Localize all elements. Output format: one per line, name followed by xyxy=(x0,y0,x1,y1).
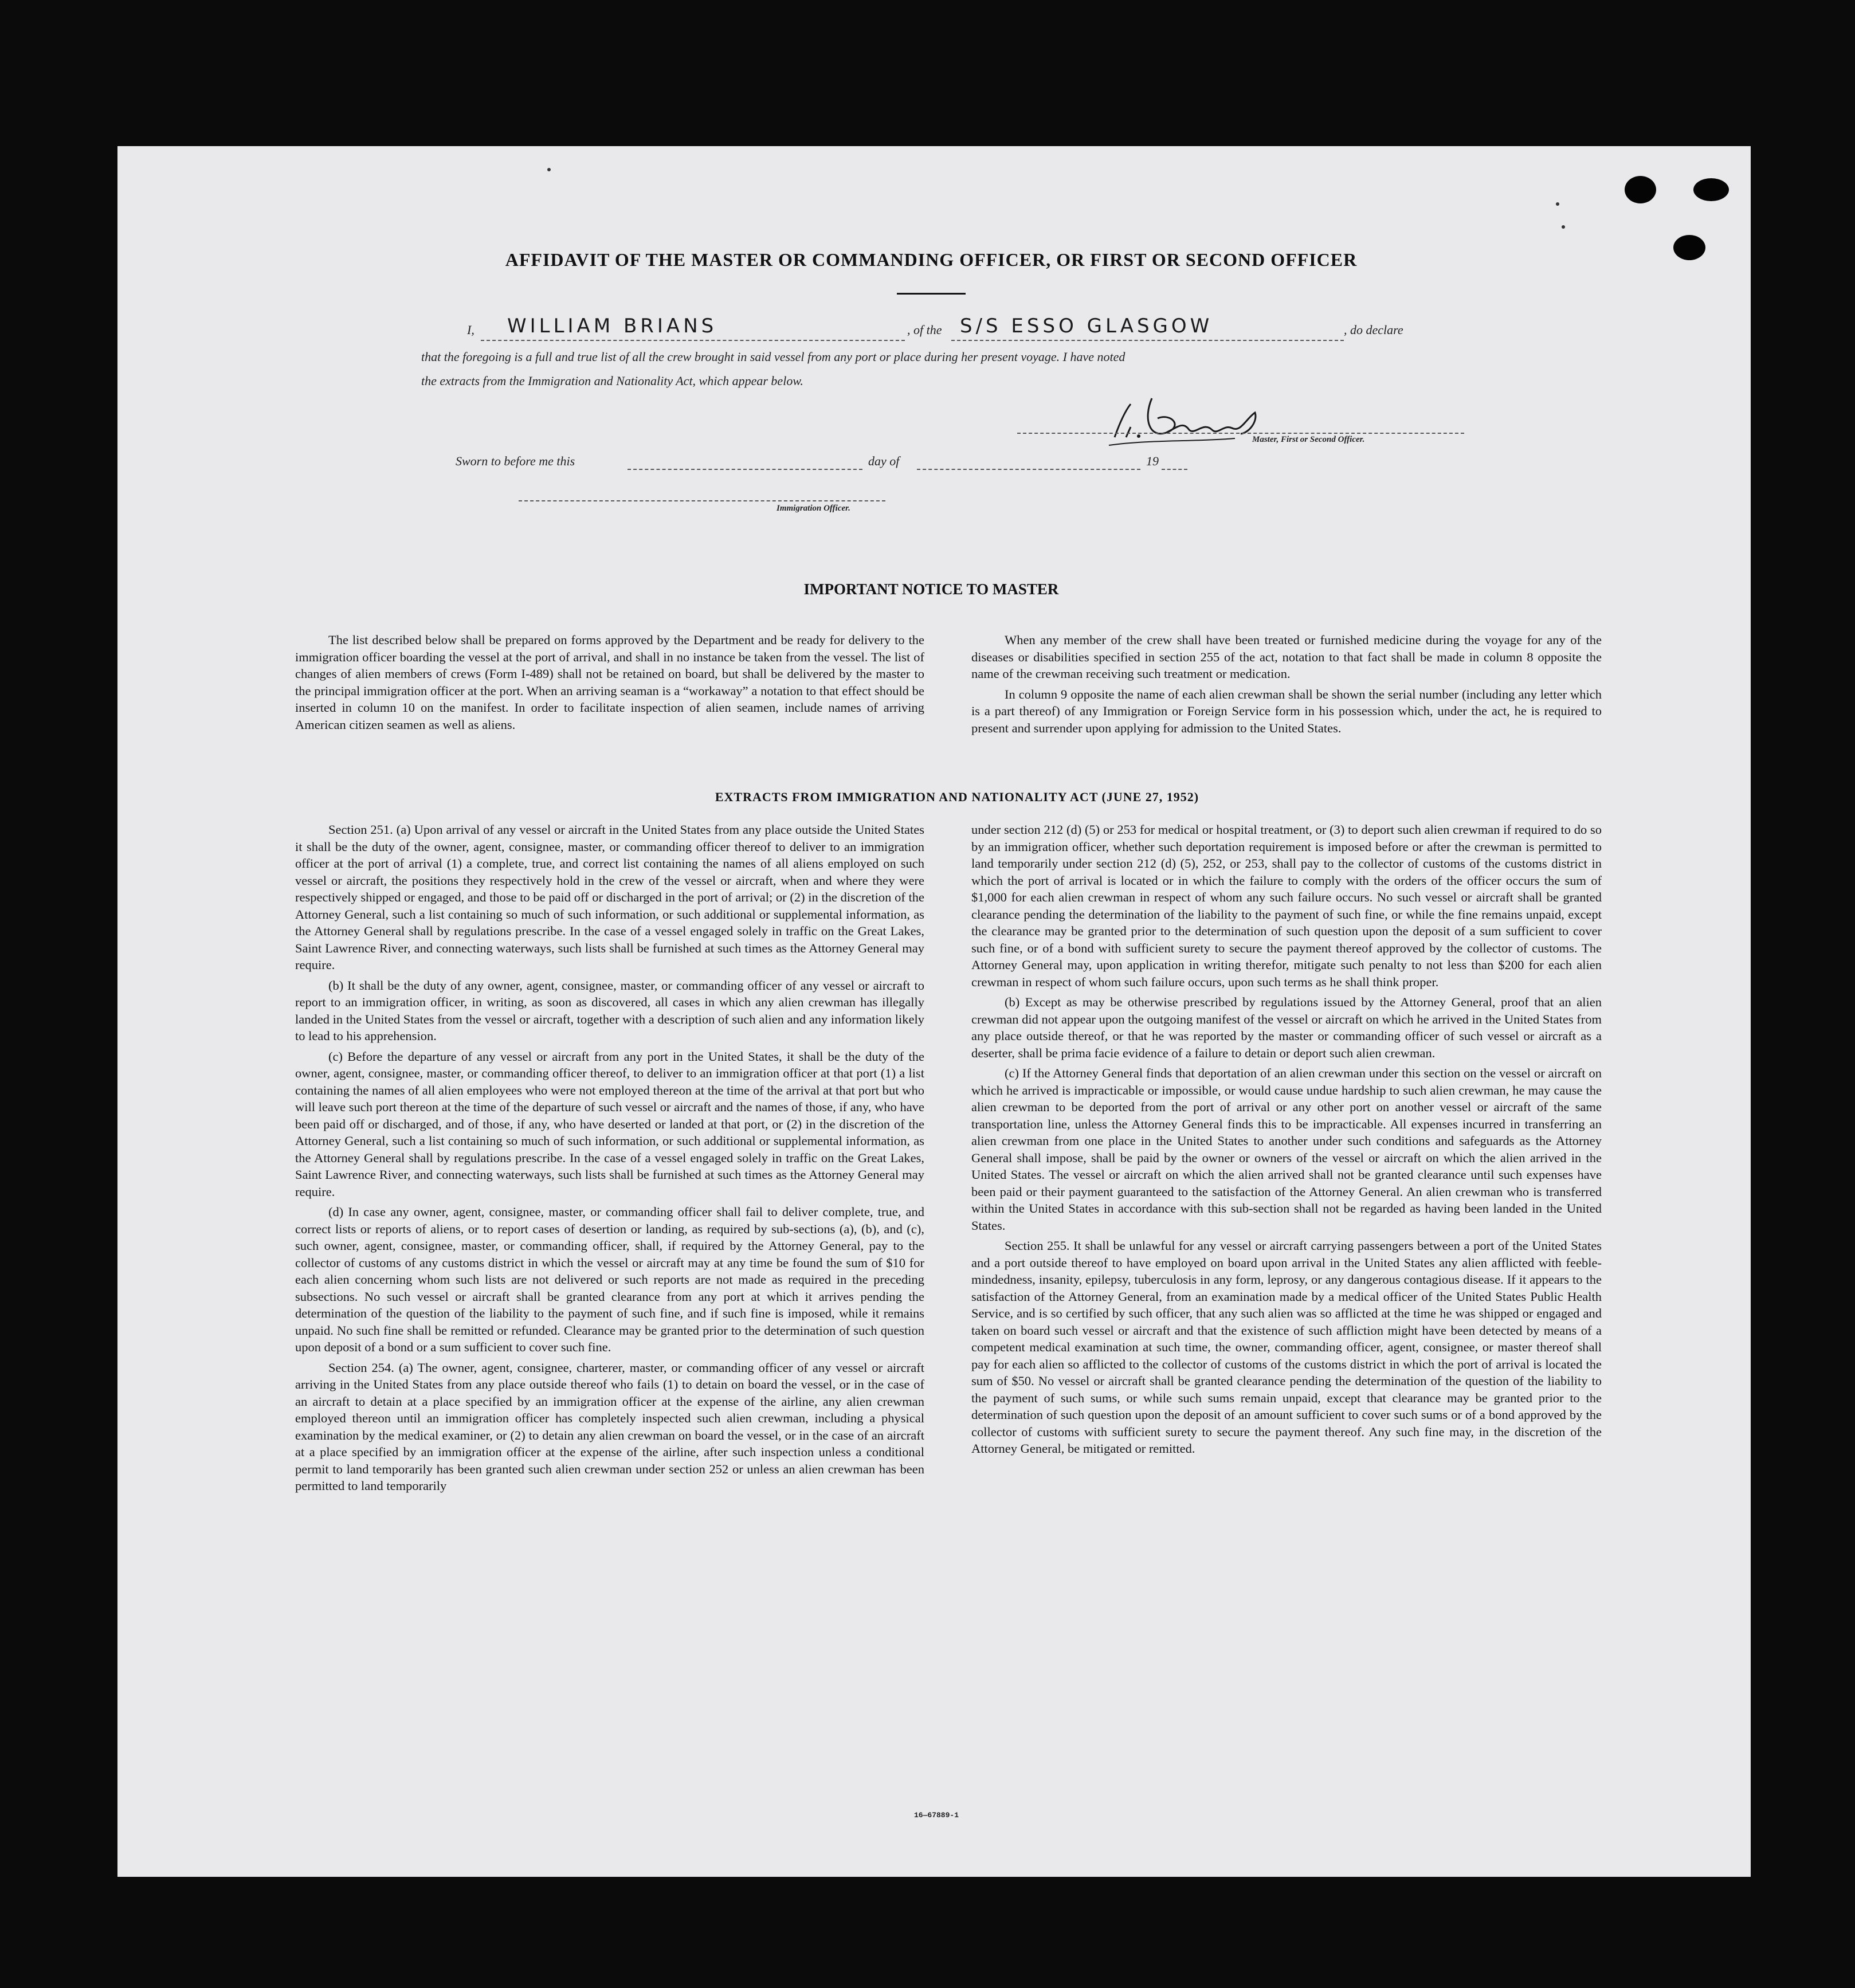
punch-hole-mark xyxy=(1625,176,1656,203)
section-paragraph: Section 255. It shall be unlawful for any vessel or aircraft carrying passengers between a port of the United States and a port outside thereof to have employed on board upon arrival in the United States any alien afflicted with feeble-mindedness, insanity, epilepsy, tuberculosis in any form, leprosy, or any dangerous contagious disease. If it appears to the satisfaction of the Attorney General, from an examination made by a medical officer of the United States Public Health Service, and is so certified by such officer, that any such alien was so afflicted at the time he was shipped or engaged and taken on board such vessel or aircraft and that the existence of such affliction might have been detected by means of a competent medical examination at such time, the owner, commanding officer, agent, consignee, or master thereof shall pay for each alien so afflicted to the collector of customs of the customs district in which the port of arrival is located the sum of $50. No vessel or aircraft shall be granted clearance pending the determination of the question of the liability to the payment of such sums, or while such sums remain unpaid, except that clearance may be granted prior to the determination of such question upon the deposit of an amount sufficient to cover such sums or of a bond approved by the collector of customs with sufficient surety to secure the payment thereof. Any such fine may, in the discretion of the Attorney General, be mitigated or remitted. xyxy=(971,1238,1602,1456)
punch-hole-mark xyxy=(1673,235,1705,260)
notice-paragraph: In column 9 opposite the name of each alien crewman shall be shown the serial number (including any letter which is a part thereof) of any Immigration or Foreign Service form in his possession which, under the act, he is required to present and surrender upon applying for admission to the United States. xyxy=(971,687,1602,735)
declaration-line xyxy=(467,315,1403,347)
title-underline xyxy=(897,293,966,295)
section-paragraph: Section 251. (a) Upon arrival of any vessel or aircraft in the United States from any place outside the United States it shall be the duty of the owner, agent, consignee, master, or commanding officer thereof to deliver to an immigration officer at the port of arrival (1) a complete, true, and correct list containing the names of all aliens employed on such vessel or aircraft, the positions they respectively hold in the crew of the vessel or aircraft, when and where they were respectively shipped or engaged, and those to be paid off or discharged in the port of arrival; or (2) in the discretion of the Attorney General, such a list containing so much of such information, or such additional or supplemental information, as the Attorney General shall by regulations prescribe. In the case of a vessel engaged solely in traffic on the Great Lakes, Saint Lawrence River, and connecting waterways, such lists shall be furnished at such times as the Attorney General may require. xyxy=(295,822,924,972)
extracts-right-column xyxy=(971,821,1602,1461)
master-signature xyxy=(1103,387,1275,450)
of-the-label: , of the xyxy=(907,323,942,337)
affidavit-title: AFFIDAVIT OF THE MASTER OR COMMANDING OFFICER, OR FIRST OR SECOND OFFICER xyxy=(505,249,1358,270)
day-of-label: day of xyxy=(868,454,900,468)
punch-hole-mark xyxy=(1693,178,1729,201)
section-paragraph: (b) Except as may be otherwise prescribed by regulations issued by the Attorney General, proof that an alien crewman did not appear upon the outgoing manifest of the vessel or aircraft on which he arrived in the United States from any place outside thereof, or that he was reported by the master or commanding officer of such vessel or aircraft as a deserter, shall be prima facie evidence of a failure to detain or deport such alien crewman. xyxy=(971,995,1602,1060)
sworn-month-line xyxy=(917,469,1140,470)
scan-speck xyxy=(1562,225,1565,229)
extracts-title: EXTRACTS FROM IMMIGRATION AND NATIONALITY ACT (JUNE 27, 1952) xyxy=(715,790,1199,804)
section-paragraph: Section 254. (a) The owner, agent, consignee, charterer, master, or commanding officer of any vessel or aircraft arriving in the United States from any place outside thereof who fails (1) to detain on board the vessel, or in the case of an aircraft to detain at a place specified by an immigration officer at the expense of the airline, any alien crewman employed thereon until an immigration officer has completely inspected such alien crewman, including a physical examination by the medical examiner, or (2) to detain any alien crewman on board the vessel, or in the case of an aircraft at a place specified by an immigration officer at the expense of the airline, after such inspection unless a conditional permit to land temporarily has been granted such alien crewman under section 252 or unless an alien crewman has been permitted to land temporarily xyxy=(295,1360,924,1493)
notice-right-column xyxy=(971,632,1602,740)
form-number: 16—67889-1 xyxy=(914,1811,959,1820)
section-paragraph: under section 212 (d) (5) or 253 for medical or hospital treatment, or (3) to deport such alien crewman if required to do so by an immigration officer, whether such deportation requirement is imposed before or after the crewman is permitted to land temporarily under section 212 (d) (5), 252, or 253, shall pay to the collector of customs of the customs district in which the port of arrival is located or in which the failure to comply with the orders of the officer occurs the sum of $1,000 for each alien crewman in respect of whom any such failure occurs. No such vessel or aircraft shall be granted clearance pending the determination of the liability to the payment of such fine, or while the fine remains unpaid, except the clearance may be granted prior to the determination of such question upon the deposit of a sum sufficient to cover such fine, or of a bond with sufficient surety to secure the payment thereof approved by the collector of customs. The Attorney General may, upon application in writing therefor, mitigate such penalty to not less than $200 for each alien crewman in respect of whom such failure occurs, upon such terms as he shall think proper. xyxy=(971,822,1602,989)
scan-speck xyxy=(1556,202,1559,206)
scan-speck xyxy=(547,168,551,171)
section-paragraph: (b) It shall be the duty of any owner, agent, consignee, master, or commanding officer of any vessel or aircraft to report to an immigration officer, in writing, as soon as discovered, all cases in which any alien crewman has illegally landed in the United States from the vessel or aircraft, together with a description of such alien and any information likely to lead to his apprehension. xyxy=(295,978,924,1043)
notice-paragraph: When any member of the crew shall have been treated or furnished medicine during the voyage for any of the diseases or disabilities specified in section 255 of the act, notation to that fact shall be made in column 8 opposite the name of the crewman receiving such treatment or medication. xyxy=(971,633,1602,681)
declaration-statement: that the foregoing is a full and true list of all the crew brought in said vessel from any port or place during her present voyage. I have noted xyxy=(421,350,1125,364)
year-line xyxy=(1162,469,1187,470)
sworn-date-line xyxy=(628,469,862,470)
name-fill-line xyxy=(481,340,905,341)
notice-left-column xyxy=(295,632,924,736)
declaration-statement-cont: the extracts from the Immigration and Nationality Act, which appear below. xyxy=(421,374,803,388)
year-prefix: 19 xyxy=(1146,454,1159,468)
notice-paragraph: The list described below shall be prepared on forms approved by the Department and be ready for delivery to the immigration officer boarding the vessel at the port of arrival, and shall in no instance be taken from the vessel. The list of changes of alien members of crews (Form I-489) shall not be retained on board, but shall be delivered by the master to the principal immigration officer at the port. When an arriving seaman is a “workaway” a notation to that effect should be inserted in column 10 on the manifest. In order to facilitate inspection of alien seamen, include names of arriving American citizen seamen as well as aliens. xyxy=(295,633,924,732)
vessel-name: S/S ESSO GLASGOW xyxy=(960,315,1213,338)
vessel-fill-line xyxy=(951,340,1344,341)
do-declare-label: , do declare xyxy=(1344,323,1403,337)
sworn-label: Sworn to before me this xyxy=(456,454,575,468)
section-paragraph: (d) In case any owner, agent, consignee, master, or commanding officer shall fail to deliver complete, true, and correct lists or reports of aliens, or to report cases of desertion or landing, as required by sub-sections (a), (b), and (c), such owner, agent, consignee, master, or commanding officer, shall, if required by the Attorney General, pay to the collector of customs of any customs district in which the vessel or aircraft may at any time be found the sum of $10 for each alien concerning whom such lists are not delivered or such reports are not made as required in the preceding subsections. No such vessel or aircraft shall be granted clearance from any port at which it arrives pending the determination of the question of the liability to the payment of such fine, and if such fine is imposed, while it remains unpaid. No such fine shall be remitted or refunded. Clearance may be granted prior to the determination of such question upon deposit of a bond or a sum sufficient to cover such fine. xyxy=(295,1205,924,1354)
declarant-prefix: I, xyxy=(467,323,474,337)
section-paragraph: (c) Before the departure of any vessel or aircraft from any port in the United States, it shall be the duty of the owner, agent, consignee, master, or commanding officer thereof, to deliver to an immigration officer at that port (1) a list containing the names of all alien employees who were not employed thereon at the time of the arrival at that port but who will leave such port thereon at the time of the departure of such vessel or aircraft and the names of those, if any, who have been paid off or discharged, and of those, if any, who have deserted or landed at that port, or (2) in the discretion of the Attorney General, such a list containing so much of such information, or such additional or supplemental information, as the Attorney General shall by regulations prescribe. In the case of a vessel engaged solely in traffic on the Great Lakes, Saint Lawrence River, and connecting waterways, such lists shall be furnished at such times as the Attorney General may require. xyxy=(295,1049,924,1199)
extracts-left-column xyxy=(295,821,924,1498)
officer-signature-line xyxy=(519,500,885,501)
officer-caption: Immigration Officer. xyxy=(776,504,850,513)
section-paragraph: (c) If the Attorney General finds that deportation of an alien crewman under this section on the vessel or aircraft on which he arrived is impracticable or impossible, or would cause undue hardship to such alien crewman, he may cause the alien crewman to be deported from the port of arrival or any other port on another vessel or aircraft of the same transportation line, unless the Attorney General finds this to be impracticable. All expenses incurred in transferring an alien crewman from one place in the United States to another under such conditions and safeguards as the Attorney General shall impose, shall be paid by the owner or owners of the vessel or aircraft on which the alien arrived in the United States. The vessel or aircraft on which the alien arrived shall not be granted clearance until such expenses have been paid or their payment guaranteed to the satisfaction of the Attorney General. An alien crewman who is transferred within the United States in accordance with this sub-section shall not be regarded as having been landed in the United States. xyxy=(971,1066,1602,1233)
declarant-name: WILLIAM BRIANS xyxy=(507,315,717,338)
notice-title: IMPORTANT NOTICE TO MASTER xyxy=(803,581,1059,598)
document-page xyxy=(117,146,1751,1877)
signature-line xyxy=(1017,433,1464,434)
signature-caption: Master, First or Second Officer. xyxy=(1252,435,1365,444)
